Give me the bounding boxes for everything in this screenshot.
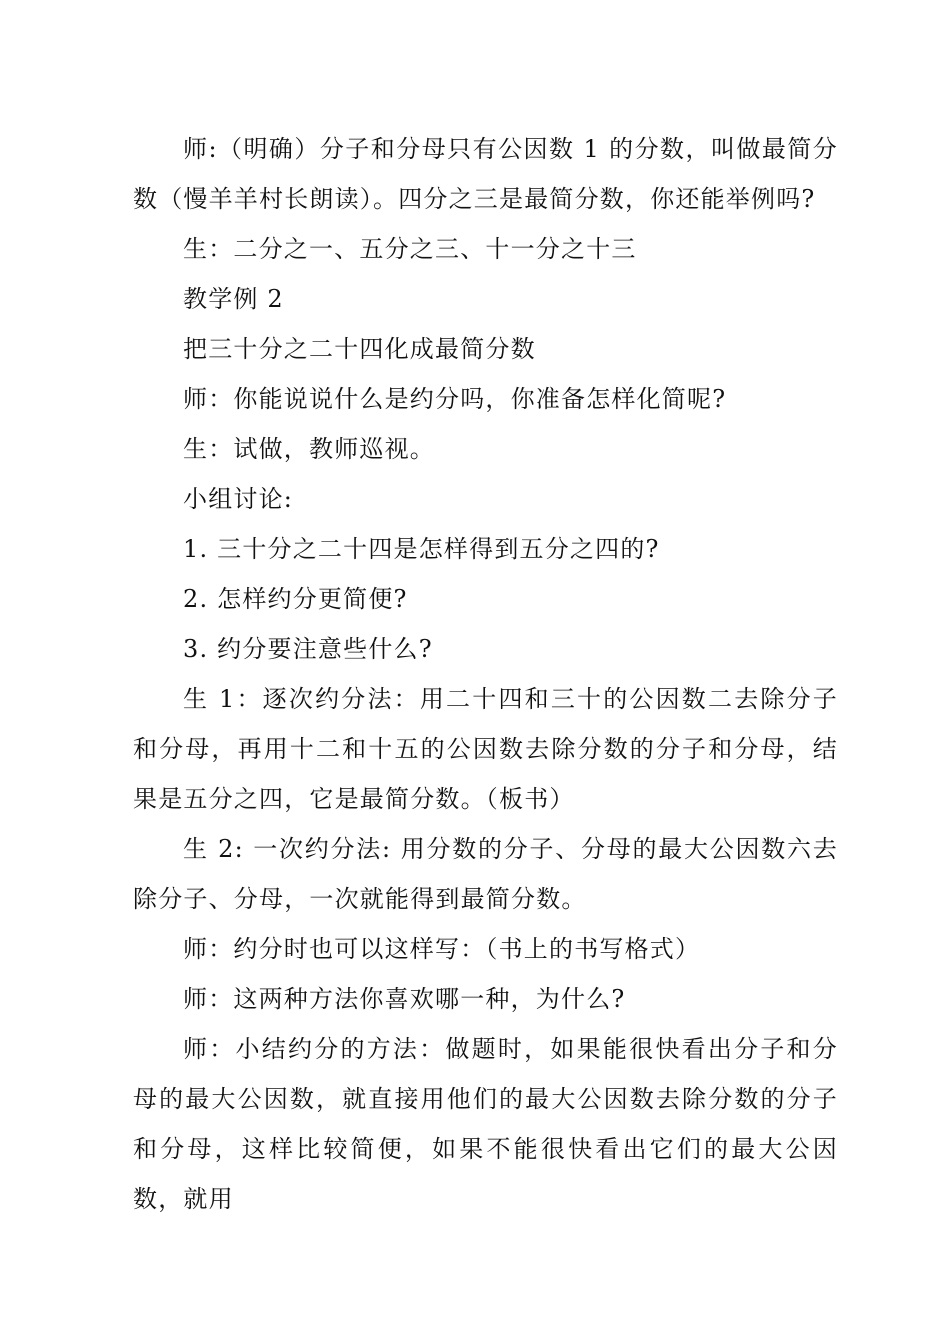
list-item-question-2: 2. 怎样约分更简便? <box>183 585 408 613</box>
paragraph-teacher-preference: 师：这两种方法你喜欢哪一种，为什么? <box>183 985 626 1013</box>
paragraph-teacher-summary: 师：小结约分的方法：做题时，如果能很快看出分子和分母的最大公因数，就直接用他们的最大公因数去除分数的分子和分母，这样比较简便，如果不能很快看出它们的最大公因数，就用 <box>133 1035 838 1213</box>
list-item-question-1: 1. 三十分之二十四是怎样得到五分之四的? <box>183 535 660 563</box>
paragraph-student-examples: 生：二分之一、五分之三、十一分之十三 <box>183 235 637 263</box>
list-item-question-3: 3. 约分要注意些什么? <box>183 635 433 663</box>
paragraph-student-2-method: 生 2: 一次约分法: 用分数的分子、分母的最大公因数六去除分子、分母，一次就能得到最简分数。 <box>133 835 838 913</box>
paragraph-definition: 师:（明确）分子和分母只有公因数 1 的分数，叫做最简分数（慢羊羊村长朗读）。四分之三是最简分数，你还能举例吗? <box>133 135 838 213</box>
paragraph-example-task: 把三十分之二十四化成最简分数 <box>183 335 536 363</box>
paragraph-teacher-format: 师：约分时也可以这样写：（书上的书写格式） <box>183 935 701 963</box>
paragraph-teacher-question: 师：你能说说什么是约分吗，你准备怎样化简呢? <box>183 385 727 413</box>
paragraph-group-discussion: 小组讨论: <box>183 485 294 513</box>
paragraph-student-trial: 生：试做，教师巡视。 <box>183 435 435 463</box>
document-body <box>133 124 838 1224</box>
paragraph-student-1-method: 生 1：逐次约分法：用二十四和三十的公因数二去除分子和分母，再用十二和十五的公因数去除分数的分子和分母，结果是五分之四，它是最简分数。（板书） <box>133 685 838 813</box>
paragraph-example-heading: 教学例 2 <box>183 285 284 313</box>
